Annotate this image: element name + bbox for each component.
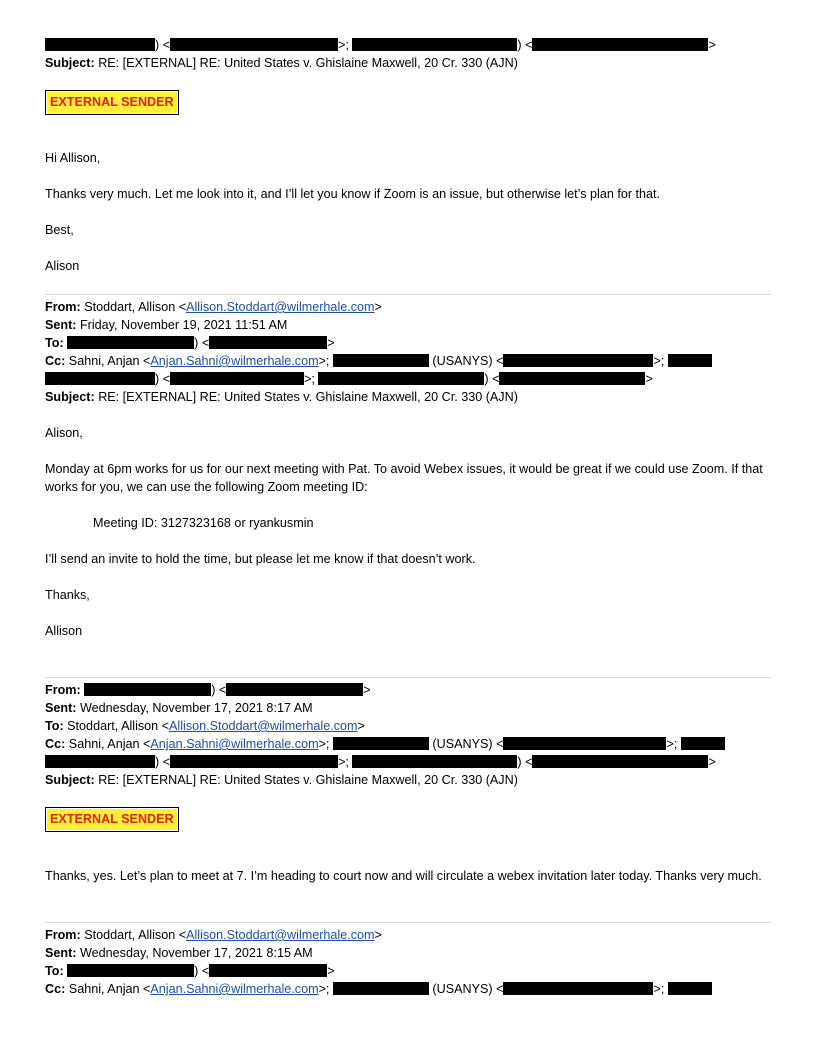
sender-email-link[interactable]: Allison.Stoddart@wilmerhale.com [186,300,375,314]
redaction [45,755,155,768]
from-line: From: Stoddart, Allison <Allison.Stoddart@wilmerhale.com> [45,300,382,314]
redaction [170,372,304,385]
redaction [333,737,429,750]
redaction [67,964,194,977]
sent-line: Sent: Wednesday, November 17, 2021 8:17 AM [45,701,313,715]
meeting-id: Meeting ID: 3127323168 or ryankusmin [93,516,314,530]
external-sender-banner: EXTERNAL SENDER [45,807,179,832]
sender-email-link[interactable]: Allison.Stoddart@wilmerhale.com [186,928,375,942]
subject-label: Subject: [45,56,95,70]
punct: > [708,38,716,52]
punct: ) < [155,38,171,52]
subject-text: RE: [EXTERNAL] RE: United States v. Ghislaine Maxwell, 20 Cr. 330 (AJN) [98,56,518,70]
punct: >; [338,38,353,52]
recipient-name: Stoddart, Allison [67,719,159,733]
redaction [668,354,712,367]
cc-line-continued: ) < >; ) < > [45,371,653,387]
redaction [170,755,338,768]
cc-name: Sahni, Anjan [68,354,140,368]
sent-date: Wednesday, November 17, 2021 8:17 AM [79,701,313,715]
redaction [532,38,708,51]
message-body: Thanks, yes. Let’s plan to meet at 7. I’m heading to court now and will circulate a webex invitation later today. Thanks very much. [45,869,762,883]
message-greeting: Hi Allison, [45,151,101,165]
redaction [352,38,517,51]
sent-date: Friday, November 19, 2021 11:51 AM [79,318,288,332]
redaction [170,38,338,51]
divider [45,294,771,295]
sent-date: Wednesday, November 17, 2021 8:15 AM [79,946,313,960]
divider [45,677,771,678]
redaction [333,982,429,995]
from-line: From: ) < > [45,683,371,697]
message-body: Monday at 6pm works for us for our next meeting with Pat. To avoid Webex issues, it would be great if we could use Zoom. If that works for you, we can use the following Zoom meeting ID: [45,462,763,494]
sender-name: Stoddart, Allison [84,300,176,314]
cc-line-continued: ) < >; ) < > [45,754,716,770]
redaction [84,683,211,696]
message-closing: Best, [45,223,74,237]
recipient-email-link[interactable]: Allison.Stoddart@wilmerhale.com [169,719,358,733]
header-recipients-continued [45,37,716,53]
redaction [67,336,194,349]
to-line: To: Stoddart, Allison <Allison.Stoddart@wilmerhale.com> [45,719,365,733]
sender-name: Stoddart, Allison [84,928,176,942]
message-signature: Allison [45,624,83,638]
redaction [681,737,725,750]
sent-line: Sent: Friday, November 19, 2021 11:51 AM [45,318,288,332]
message-closing: Thanks, [45,588,90,602]
subject-line: Subject: RE: [EXTERNAL] RE: United States v. Ghislaine Maxwell, 20 Cr. 330 (AJN) [45,390,518,404]
cc-email-link[interactable]: Anjan.Sahni@wilmerhale.com [150,737,319,751]
redaction [318,372,484,385]
redaction [209,336,327,349]
external-sender-banner: EXTERNAL SENDER [45,90,179,115]
redaction [45,372,155,385]
redaction [45,38,155,51]
to-line: To: ) < > [45,964,335,978]
redaction [352,755,517,768]
subject-line: Subject: RE: [EXTERNAL] RE: United States v. Ghislaine Maxwell, 20 Cr. 330 (AJN) [45,773,518,787]
redaction [503,354,653,367]
subject-line [45,55,518,71]
from-line: From: Stoddart, Allison <Allison.Stoddart@wilmerhale.com> [45,928,382,942]
cc-line: Cc: Sahni, Anjan <Anjan.Sahni@wilmerhale.com>; (USANYS) < >; [45,981,712,997]
divider [45,922,771,923]
cc-line: Cc: Sahni, Anjan <Anjan.Sahni@wilmerhale.com>; (USANYS) < >; [45,736,725,752]
redaction [532,755,708,768]
message-body: Thanks very much. Let me look into it, and I’ll let you know if Zoom is an issue, but otherwise let’s plan for that. [45,187,661,201]
redaction [503,982,653,995]
redaction [668,982,712,995]
redaction [209,964,327,977]
sent-line: Sent: Wednesday, November 17, 2021 8:15 AM [45,946,313,960]
cc-name: Sahni, Anjan [68,982,140,996]
message-signature: Alison [45,259,80,273]
cc-email-link[interactable]: Anjan.Sahni@wilmerhale.com [150,354,319,368]
to-line: To: ) < > [45,336,335,350]
redaction [226,683,363,696]
cc-line: Cc: Sahni, Anjan <Anjan.Sahni@wilmerhale.com>; (USANYS) < >; [45,353,712,369]
redaction [503,737,666,750]
redaction [499,372,645,385]
punct: ) < [517,38,533,52]
cc-email-link[interactable]: Anjan.Sahni@wilmerhale.com [150,982,319,996]
message-body-2: I’ll send an invite to hold the time, but please let me know if that doesn’t work. [45,552,476,566]
message-greeting: Alison, [45,426,83,440]
redaction [333,354,429,367]
cc-name: Sahni, Anjan [68,737,140,751]
